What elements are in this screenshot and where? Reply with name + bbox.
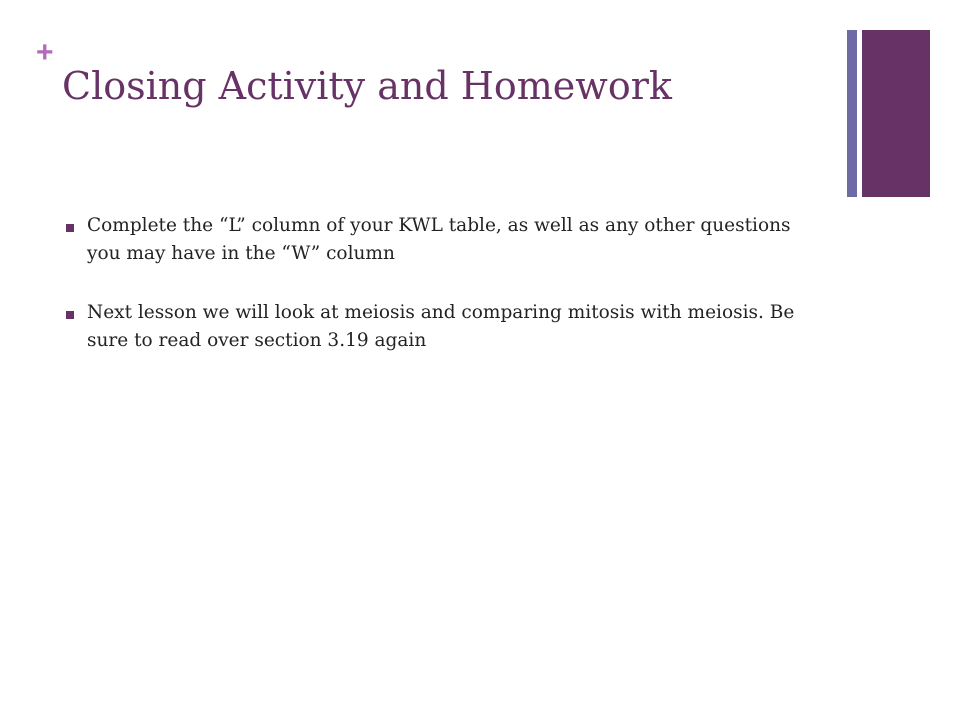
bullet-list [66, 212, 826, 386]
bullet-item [66, 212, 826, 268]
bullet-item [66, 299, 826, 355]
square-bullet-icon [66, 224, 74, 232]
plus-icon: + [36, 36, 54, 69]
bullet-text: Next lesson we will look at meiosis and comparing mitosis with meiosis. Be sure to read over section 3.19 again [87, 302, 795, 351]
bullet-text: Complete the “L” column of your KWL table, as well as any other questions you may have in the “W” column [87, 215, 791, 264]
square-bullet-icon [66, 311, 74, 319]
accent-bar-thin [847, 30, 857, 197]
accent-bar-thick [862, 30, 930, 197]
slide-title: Closing Activity and Homework [62, 64, 672, 108]
